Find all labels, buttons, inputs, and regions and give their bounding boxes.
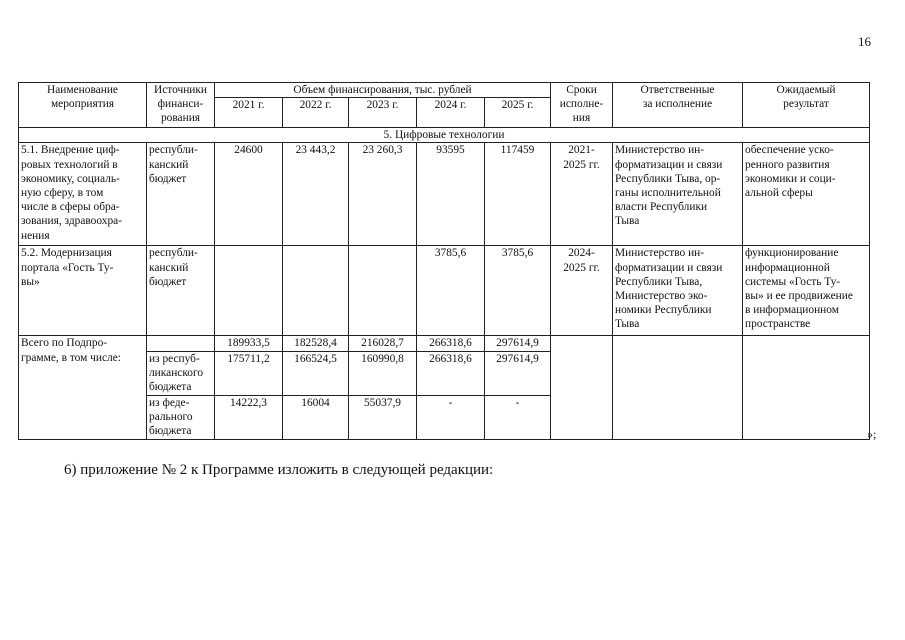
- financing-table: [18, 82, 870, 440]
- header-terms: Сроки исполне- ния: [551, 83, 613, 128]
- total-label: Всего по Подпро- грамме, в том числе:: [19, 336, 147, 439]
- activity-name: 5.1. Внедрение циф- ровых технологий в экономику, социаль- ную сферу, в том числе в сферы обра- зования, здравоохра- нения: [19, 143, 147, 246]
- total-value: 189933,5: [215, 336, 283, 351]
- federal-budget-label: из феде- рального бюджета: [147, 395, 215, 439]
- activity-name: 5.2. Модернизация портала «Гость Ту- вы»: [19, 246, 147, 336]
- value-cell: 93595: [417, 143, 485, 246]
- section-title: 5. Цифровые технологии: [19, 128, 870, 143]
- table-row: [19, 246, 870, 336]
- header-name: Наименование мероприятия: [19, 83, 147, 128]
- section-row: [19, 128, 870, 143]
- value-cell: [215, 246, 283, 336]
- header-volume: Объем финансирования, тыс. рублей: [215, 83, 551, 98]
- header-result: Ожидаемый результат: [743, 83, 870, 128]
- header-year: 2021 г.: [215, 98, 283, 128]
- value-cell: 24600: [215, 143, 283, 246]
- closing-quote: »;: [867, 427, 877, 441]
- total-value: 182528,4: [283, 336, 349, 351]
- header-responsible: Ответственные за исполнение: [613, 83, 743, 128]
- terms-cell: 2021- 2025 гг.: [551, 143, 613, 246]
- total-source-empty: [147, 336, 215, 351]
- table-row: [19, 143, 870, 246]
- federal-value: 55037,9: [349, 395, 417, 439]
- republican-value: 266318,6: [417, 351, 485, 395]
- republican-value: 166524,5: [283, 351, 349, 395]
- header-year: 2024 г.: [417, 98, 485, 128]
- value-cell: 117459: [485, 143, 551, 246]
- responsible-cell: Министерство ин- форматизации и связи Республики Тыва, Министерство эко- номики Республики Тыва: [613, 246, 743, 336]
- responsible-cell: Министерство ин- форматизации и связи Республики Тыва, ор- ганы исполнительной власти Республики Тыва: [613, 143, 743, 246]
- terms-cell: 2024- 2025 гг.: [551, 246, 613, 336]
- page-number: 16: [858, 34, 871, 49]
- federal-value: -: [417, 395, 485, 439]
- total-responsible-empty: [613, 336, 743, 439]
- federal-value: 14222,3: [215, 395, 283, 439]
- value-cell: [283, 246, 349, 336]
- header-year: 2025 г.: [485, 98, 551, 128]
- value-cell: 23 443,2: [283, 143, 349, 246]
- instruction-paragraph: 6) приложение № 2 к Программе изложить в следующей редакции:: [64, 462, 494, 478]
- total-row: [19, 336, 870, 351]
- value-cell: 3785,6: [485, 246, 551, 336]
- header-sources: Источники финанси- рования: [147, 83, 215, 128]
- total-value: 297614,9: [485, 336, 551, 351]
- value-cell: [349, 246, 417, 336]
- republican-value: 160990,8: [349, 351, 417, 395]
- republican-value: 175711,2: [215, 351, 283, 395]
- total-result-empty: [743, 336, 870, 439]
- header-row: [19, 83, 870, 98]
- header-year: 2023 г.: [349, 98, 417, 128]
- total-value: 266318,6: [417, 336, 485, 351]
- result-cell: обеспечение уско- ренного развития экономики и соци- альной сферы: [743, 143, 870, 246]
- header-year: 2022 г.: [283, 98, 349, 128]
- total-value: 216028,7: [349, 336, 417, 351]
- federal-value: -: [485, 395, 551, 439]
- republican-budget-label: из респуб- ликанского бюджета: [147, 351, 215, 395]
- value-cell: 23 260,3: [349, 143, 417, 246]
- value-cell: 3785,6: [417, 246, 485, 336]
- funding-source: республи- канский бюджет: [147, 143, 215, 246]
- republican-value: 297614,9: [485, 351, 551, 395]
- federal-value: 16004: [283, 395, 349, 439]
- funding-source: республи- канский бюджет: [147, 246, 215, 336]
- total-terms-empty: [551, 336, 613, 439]
- result-cell: функционирование информационной системы «Гость Ту- вы» и ее продвижение в информационном пространстве: [743, 246, 870, 336]
